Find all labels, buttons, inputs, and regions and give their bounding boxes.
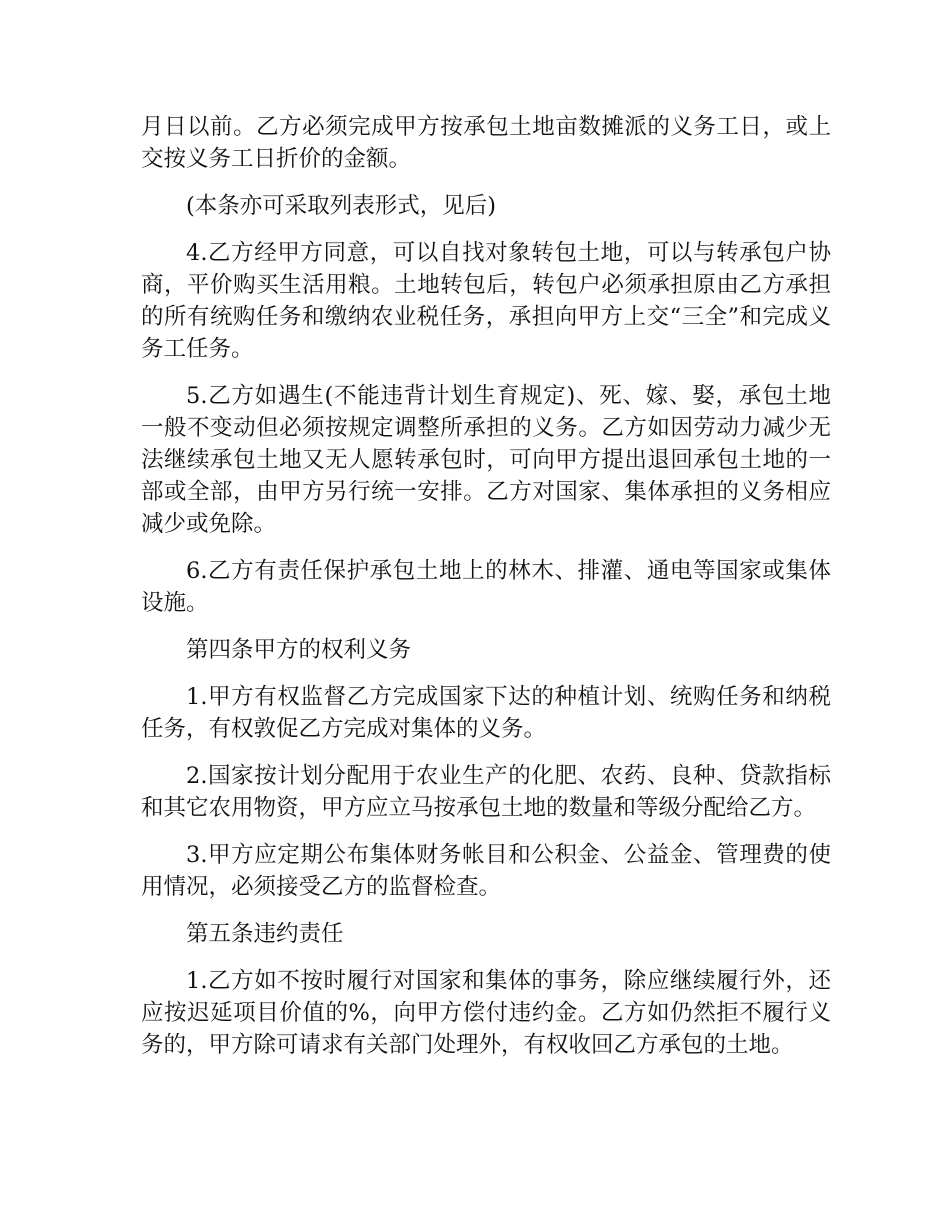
paragraph-continuation: 月日以前。乙方必须完成甲方按承包土地亩数摊派的义务工日，或上交按义务工日折价的金额。 [141, 114, 831, 172]
document-body [141, 111, 831, 1076]
paragraph-article-4-item-3: 3.甲方应定期公布集体财务帐目和公积金、公益金、管理费的使用情况，必须接受乙方的监督检查。 [141, 842, 831, 900]
section-heading-article-5: 第五条违约责任 [186, 921, 344, 947]
paragraph-note: (本条亦可采取列表形式，见后) [186, 193, 497, 219]
paragraph-article-5-item-1: 1.乙方如不按时履行对国家和集体的事务，除应继续履行外，还应按迟延项目价值的%，向甲方偿付违约金。乙方如仍然拒不履行义务的，甲方除可请求有关部门处理外，有权收回乙方承包的土地。 [141, 968, 831, 1058]
paragraph-article-4-item-2: 2.国家按计划分配用于农业生产的化肥、农药、良种、贷款指标和其它农用物资，甲方应立马按承包土地的数量和等级分配给乙方。 [141, 763, 831, 821]
paragraph-item-4: 4.乙方经甲方同意，可以自找对象转包土地，可以与转承包户协商，平价购买生活用粮。土地转包后，转包户必须承担原由乙方承担的所有统购任务和缴纳农业税任务，承担向甲方上交“三全”和完成义务工任务。 [141, 240, 831, 362]
section-heading-article-4: 第四条甲方的权利义务 [186, 637, 412, 663]
paragraph-item-6: 6.乙方有责任保护承包土地上的林木、排灌、通电等国家或集体设施。 [141, 558, 831, 616]
paragraph-article-4-item-1: 1.甲方有权监督乙方完成国家下达的种植计划、统购任务和纳税任务，有权敦促乙方完成对集体的义务。 [141, 684, 831, 742]
paragraph-item-5: 5.乙方如遇生(不能违背计划生育规定)、死、嫁、娶，承包土地一般不变动但必须按规定调整所承担的义务。乙方如因劳动力减少无法继续承包土地又无人愿转承包时，可向甲方提出退回承包土地的一部或全部，由甲方另行统一安排。乙方对国家、集体承担的义务相应减少或免除。 [141, 383, 831, 537]
